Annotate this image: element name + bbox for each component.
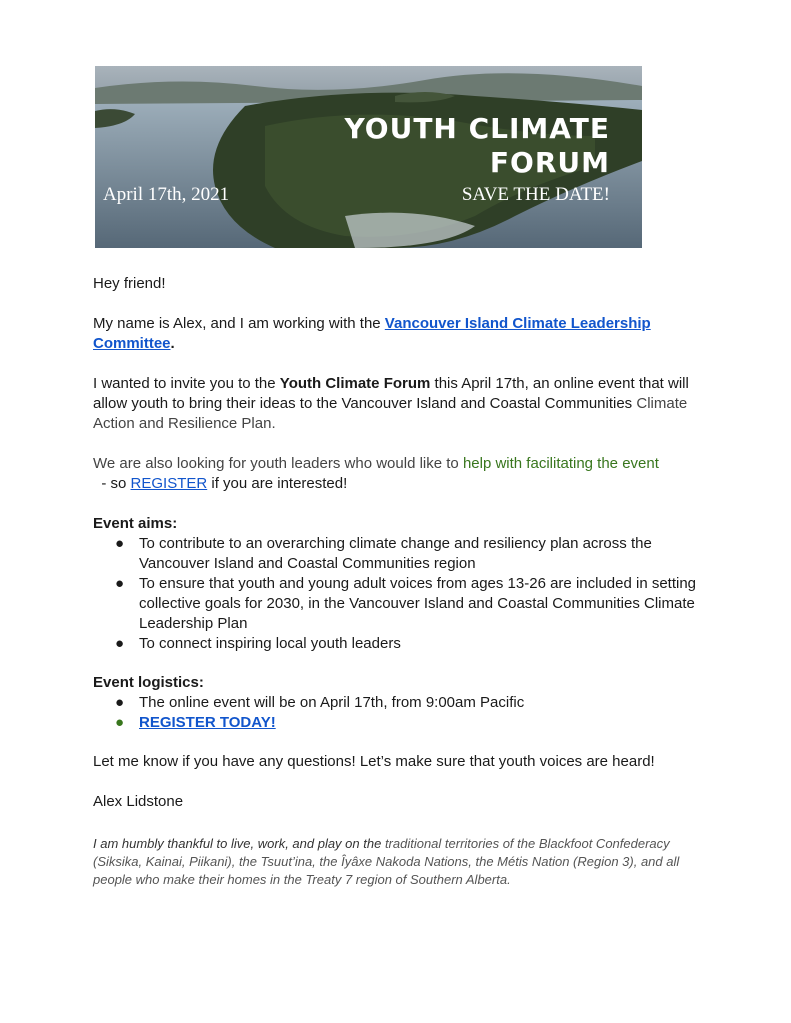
event-logistics-section <box>93 673 703 733</box>
plan-name: Climate Action and Resilience Plan. <box>93 395 688 432</box>
leaders-paragraph <box>93 454 703 494</box>
list-item <box>93 693 703 713</box>
leaders-text-middle: - so <box>93 475 131 492</box>
intro-period: . <box>170 335 175 352</box>
intro-text: My name is Alex, and I am working with the <box>93 315 385 332</box>
signature: Alex Lidstone <box>93 793 184 810</box>
logistics-text: The online event will be on April 17th, from 9:00am Pacific <box>139 694 525 711</box>
leaders-text-end: if you are interested! <box>207 475 348 492</box>
banner-title <box>345 112 611 180</box>
committee-link[interactable]: Vancouver Island Climate Leadership Committee <box>93 315 651 352</box>
intro-paragraph <box>93 314 703 354</box>
aim-text: To connect inspiring local youth leaders <box>139 635 401 652</box>
land-acknowledgement <box>93 835 703 889</box>
invite-text: I wanted to invite you to the <box>93 375 280 392</box>
event-banner-image <box>95 66 642 248</box>
leaders-text: We are also looking for youth leaders who would like to <box>93 455 463 472</box>
event-aims-list <box>93 534 703 654</box>
invite-text-middle: this April 17th, an online event that will allow youth to bring their ideas to the Vancouver Island and Coastal Communities <box>93 375 689 412</box>
aim-text: To contribute to an overarching climate change and resiliency plan across the Vancouver Island and Coastal Communities region <box>139 535 652 572</box>
event-aims-section <box>93 514 703 654</box>
banner-date: April 17th, 2021 <box>103 184 230 205</box>
banner-save-the-date: SAVE THE DATE! <box>461 184 610 205</box>
event-logistics-list <box>93 693 703 733</box>
forum-name: Youth Climate Forum <box>279 375 431 392</box>
acknowledgement-territories: traditional territories of the Blackfoot Confederacy (Siksika, Kainai, Piikani), the Tsuut’ina, the Îyâxe Nakoda Nations, the Métis Nation (Region 3), and all people who make their homes in the Treaty 7 region of Southern Alberta. <box>93 836 680 887</box>
list-item <box>93 713 703 733</box>
bullet-icon: ● <box>115 694 125 711</box>
list-item <box>93 634 703 654</box>
banner-title-line-2: FORUM <box>489 146 610 179</box>
invite-paragraph <box>93 374 703 434</box>
acknowledgement-intro: I am humbly thankful to live, work, and play on the <box>93 836 385 851</box>
banner-title-line-1: YOUTH CLIMATE <box>344 112 610 145</box>
facilitating-text: help with facilitating the event <box>462 455 659 472</box>
bullet-icon: ● <box>115 575 125 592</box>
closing-paragraph: Let me know if you have any questions! Let’s make sure that youth voices are heard! <box>93 753 655 770</box>
bullet-icon: ● <box>115 535 125 552</box>
event-aims-heading: Event aims: <box>93 515 178 532</box>
list-item <box>93 574 703 634</box>
list-item <box>93 534 703 574</box>
bullet-icon: ● <box>115 714 125 731</box>
event-logistics-heading: Event logistics: <box>93 674 204 691</box>
register-link[interactable]: REGISTER <box>130 475 208 492</box>
register-today-link[interactable]: REGISTER TODAY! <box>139 714 276 731</box>
aim-text: To ensure that youth and young adult voices from ages 13-26 are included in setting collective goals for 2030, in the Vancouver Island and Coastal Communities Climate Leadership Plan <box>139 575 697 632</box>
bullet-icon: ● <box>115 635 125 652</box>
greeting: Hey friend! <box>93 275 166 292</box>
